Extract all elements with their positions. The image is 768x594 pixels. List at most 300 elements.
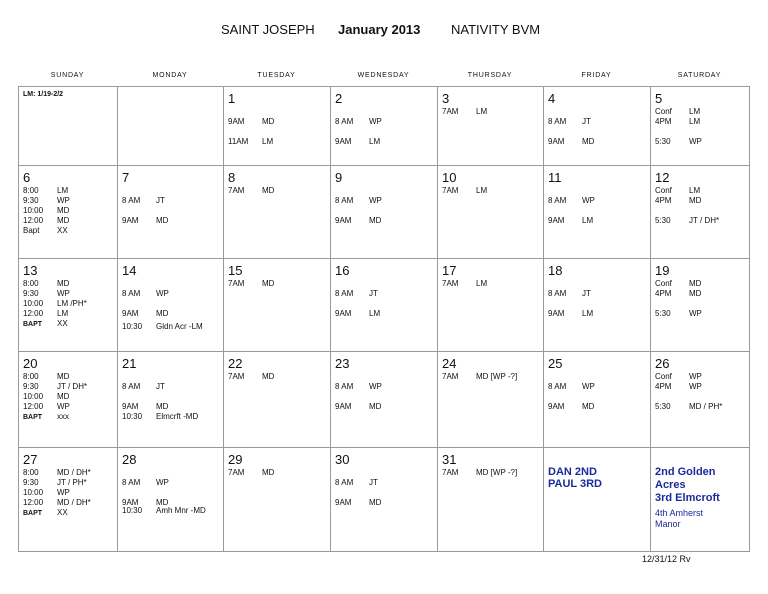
- celebrant: MD: [369, 216, 382, 225]
- day-cell: [651, 166, 750, 259]
- mass-time: 11AM: [228, 137, 249, 146]
- mass-time: 8 AM: [335, 117, 354, 126]
- mass-entry: [335, 196, 382, 206]
- celebrant: JT: [156, 382, 165, 391]
- day-number: 16: [335, 263, 350, 278]
- mass-time: 8:00: [23, 468, 39, 477]
- day-number: 18: [548, 263, 563, 278]
- mass-time: 9AM: [548, 402, 565, 411]
- day-cell: [224, 352, 331, 448]
- day-cell: [331, 259, 438, 352]
- mass-time: 8 AM: [122, 289, 141, 298]
- mass-entry: [655, 382, 702, 392]
- mass-entry: [228, 186, 274, 196]
- mass-entry: [335, 137, 380, 147]
- weekday-tuesday: TUESDAY: [257, 72, 296, 79]
- mass-time: 8:00: [23, 186, 39, 195]
- mass-entry: [122, 478, 169, 488]
- mass-entry: [655, 186, 700, 196]
- mass-entry: [335, 382, 382, 392]
- mass-time: 10:00: [23, 488, 44, 497]
- mass-entry: [23, 508, 68, 519]
- mass-time: 9AM: [548, 309, 565, 318]
- day-number: 5: [655, 91, 663, 106]
- mass-entry: [122, 402, 168, 412]
- day-cell: [19, 259, 118, 352]
- mass-entry: [122, 216, 168, 226]
- mass-time: 8 AM: [122, 478, 141, 487]
- mass-time: 8 AM: [548, 382, 567, 391]
- celebrant: LM: [369, 137, 381, 146]
- mass-time: 4PM: [655, 382, 672, 391]
- celebrant: WP: [689, 309, 702, 318]
- mass-entry: [228, 117, 274, 127]
- day-cell: [438, 87, 544, 166]
- celebrant: WP: [369, 117, 382, 126]
- celebrant: LM: [369, 309, 381, 318]
- celebrant: XX: [57, 226, 68, 235]
- week-row: [19, 352, 750, 448]
- day-cell: [224, 259, 331, 352]
- mass-time: Conf: [655, 186, 672, 195]
- mass-time: Conf: [655, 107, 672, 116]
- mass-time: 9AM: [335, 216, 352, 225]
- mass-entry: [335, 498, 381, 508]
- mass-entry: [548, 117, 591, 127]
- mass-entry: [228, 279, 274, 289]
- mass-entry: [335, 309, 380, 319]
- special-assignment: DAN 2ND: [548, 466, 597, 478]
- mass-entry: [655, 372, 702, 382]
- mass-entry: [122, 196, 165, 206]
- mass-entry: [655, 196, 701, 206]
- mass-entry: [122, 382, 165, 392]
- mass-entry: [655, 117, 700, 127]
- celebrant: MD [WP -?]: [476, 468, 518, 477]
- mass-entry: [23, 216, 69, 226]
- special-assignment: 3rd Elmcroft: [655, 492, 720, 504]
- mass-entry: [655, 137, 702, 147]
- celebrant: WP: [156, 289, 169, 298]
- parish-left: SAINT JOSEPH: [221, 22, 315, 37]
- revision-note: 12/31/12 Rv: [642, 554, 691, 564]
- special-assignment: 2nd Golden: [655, 466, 716, 478]
- weekday-header: [18, 72, 749, 86]
- day-cell: [118, 166, 224, 259]
- celebrant: MD: [156, 216, 169, 225]
- mass-entry: [23, 206, 69, 216]
- weekday-sunday: SUNDAY: [50, 72, 85, 79]
- mass-time: 12:00: [23, 402, 44, 411]
- celebrant: XX: [57, 508, 68, 517]
- mass-entry: [23, 289, 70, 299]
- mass-entry: [228, 137, 273, 147]
- celebrant: MD: [156, 309, 169, 318]
- celebrant: MD: [262, 117, 275, 126]
- day-number: 6: [23, 170, 31, 185]
- day-number: 29: [228, 452, 243, 467]
- mass-entry: [442, 107, 487, 117]
- mass-entry: [23, 478, 87, 488]
- day-cell: [19, 87, 118, 166]
- day-cell: [19, 166, 118, 259]
- celebrant: MD: [689, 196, 702, 205]
- day-cell: [331, 166, 438, 259]
- mass-time: 8 AM: [335, 478, 354, 487]
- week-row: [19, 166, 750, 259]
- celebrant: MD [WP -?]: [476, 372, 518, 381]
- special-assignment: Acres: [655, 479, 686, 491]
- mass-entry: [548, 309, 593, 319]
- mass-time: 10:00: [23, 299, 44, 308]
- mass-time: 7AM: [228, 186, 245, 195]
- day-cell: [19, 352, 118, 448]
- week-row: [19, 448, 750, 552]
- mass-entry: [335, 216, 381, 226]
- celebrant: JT: [369, 478, 378, 487]
- celebrant: XX: [57, 319, 68, 328]
- mass-time: 9:30: [23, 478, 39, 487]
- celebrant: LM: [262, 137, 274, 146]
- mass-time: 12:00: [23, 309, 44, 318]
- day-cell: [331, 448, 438, 552]
- mass-entry: [548, 289, 591, 299]
- weekday-saturday: SATURDAY: [677, 72, 722, 79]
- mass-time: 7AM: [228, 279, 245, 288]
- day-number: 11: [548, 170, 562, 185]
- mass-entry: [23, 196, 70, 206]
- mass-time: 9AM: [122, 498, 139, 507]
- month-title: January 2013: [338, 22, 421, 37]
- day-number: 21: [122, 356, 137, 371]
- mass-time: BAPT: [23, 321, 43, 328]
- celebrant: MD: [689, 289, 702, 298]
- celebrant: MD: [57, 372, 70, 381]
- celebrant: LM: [476, 279, 488, 288]
- celebrant: WP: [582, 196, 595, 205]
- day-cell: [118, 448, 224, 552]
- mass-entry: [122, 506, 206, 516]
- day-number: 12: [655, 170, 670, 185]
- mass-time: 9AM: [122, 402, 139, 411]
- day-cell: [224, 448, 331, 552]
- mass-time: 9AM: [548, 216, 565, 225]
- celebrant: MD: [262, 186, 275, 195]
- mass-time: 9:30: [23, 196, 39, 205]
- celebrant: WP: [689, 372, 702, 381]
- mass-time: BAPT: [23, 510, 43, 517]
- mass-time: Bapt: [23, 226, 40, 235]
- celebrant: WP: [582, 382, 595, 391]
- mass-entry: [442, 372, 517, 382]
- mass-time: 9AM: [335, 137, 352, 146]
- day-number: 23: [335, 356, 350, 371]
- mass-entry: [335, 402, 381, 412]
- celebrant: MD: [582, 402, 595, 411]
- weekday-monday: MONDAY: [152, 72, 188, 79]
- parish-right: NATIVITY BVM: [451, 22, 541, 37]
- mass-time: 9AM: [335, 309, 352, 318]
- celebrant: MD / DH*: [57, 468, 91, 477]
- mass-entry: [228, 372, 274, 382]
- day-cell: [544, 259, 651, 352]
- mass-entry: [122, 289, 169, 299]
- mass-time: 10:00: [23, 392, 44, 401]
- day-number: 14: [122, 263, 137, 278]
- day-number: 24: [442, 356, 457, 371]
- mass-entry: [23, 299, 87, 309]
- day-cell: [651, 87, 750, 166]
- day-number: 4: [548, 91, 556, 106]
- day-number: 7: [122, 170, 130, 185]
- weekday-thursday: THURSDAY: [467, 72, 513, 79]
- mass-time: 10:30: [122, 506, 143, 515]
- mass-entry: [548, 402, 594, 412]
- special-assignment: PAUL 3RD: [548, 478, 602, 490]
- celebrant: Elmcrft -MD: [156, 412, 199, 421]
- celebrant: xxx: [57, 412, 69, 421]
- celebrant: LM /PH*: [57, 299, 87, 308]
- mass-entry: [23, 402, 70, 412]
- mass-entry: [655, 107, 700, 117]
- celebrant: MD: [57, 206, 70, 215]
- mass-time: 4PM: [655, 289, 672, 298]
- schedule-note: LM: 1/19-2/2: [23, 91, 64, 98]
- mass-time: BAPT: [23, 414, 43, 421]
- mass-entry: [655, 309, 702, 319]
- mass-time: 8 AM: [122, 382, 141, 391]
- mass-time: 9AM: [335, 402, 352, 411]
- celebrant: MD: [262, 279, 275, 288]
- mass-time: 9AM: [335, 498, 352, 507]
- mass-entry: [548, 196, 595, 206]
- mass-entry: [548, 216, 593, 226]
- mass-time: Conf: [655, 372, 672, 381]
- mass-entry: [442, 186, 487, 196]
- mass-entry: [23, 392, 69, 402]
- mass-time: 7AM: [442, 279, 459, 288]
- mass-entry: [23, 186, 68, 196]
- mass-time: 8:00: [23, 279, 39, 288]
- celebrant: WP: [369, 382, 382, 391]
- celebrant: MD: [369, 402, 382, 411]
- mass-time: 8 AM: [335, 289, 354, 298]
- celebrant: LM: [582, 309, 594, 318]
- day-number: 26: [655, 356, 670, 371]
- celebrant: MD: [57, 216, 70, 225]
- mass-time: 5:30: [655, 309, 671, 318]
- day-cell: [118, 259, 224, 352]
- celebrant: Gldn Acr -LM: [156, 322, 203, 331]
- celebrant: WP: [57, 488, 70, 497]
- mass-time: 5:30: [655, 137, 671, 146]
- celebrant: Amh Mnr -MD: [156, 506, 206, 515]
- special-assignment: Manor: [655, 519, 681, 529]
- mass-time: 8 AM: [548, 196, 567, 205]
- day-cell: [438, 259, 544, 352]
- day-cell: [331, 352, 438, 448]
- mass-entry: [23, 488, 70, 498]
- day-cell: [651, 448, 750, 552]
- day-cell: [331, 87, 438, 166]
- celebrant: WP: [57, 196, 70, 205]
- celebrant: JT / DH*: [57, 382, 88, 391]
- week-row: [19, 259, 750, 352]
- calendar-header: [0, 22, 768, 42]
- mass-time: 7AM: [442, 107, 459, 116]
- mass-time: 9:30: [23, 289, 39, 298]
- calendar-grid: [18, 86, 750, 552]
- day-number: 19: [655, 263, 670, 278]
- mass-entry: [23, 468, 91, 478]
- day-number: 27: [23, 452, 38, 467]
- celebrant: LM: [582, 216, 594, 225]
- celebrant: WP: [689, 382, 702, 391]
- mass-entry: [335, 478, 378, 488]
- mass-time: 9AM: [548, 137, 565, 146]
- day-number: 20: [23, 356, 38, 371]
- celebrant: JT: [369, 289, 378, 298]
- mass-time: 4PM: [655, 196, 672, 205]
- mass-entry: [23, 372, 69, 382]
- mass-time: 10:00: [23, 206, 44, 215]
- day-number: 25: [548, 356, 563, 371]
- mass-time: Conf: [655, 279, 672, 288]
- celebrant: MD / DH*: [57, 498, 91, 507]
- celebrant: MD: [156, 402, 169, 411]
- weekday-wednesday: WEDNESDAY: [357, 72, 410, 79]
- day-cell: [224, 87, 331, 166]
- celebrant: LM: [476, 186, 488, 195]
- mass-entry: [548, 137, 594, 147]
- mass-entry: [655, 279, 701, 289]
- mass-entry: [442, 279, 487, 289]
- day-cell: [544, 448, 651, 552]
- celebrant: JT: [582, 117, 591, 126]
- celebrant: MD: [262, 372, 275, 381]
- mass-time: 8 AM: [335, 382, 354, 391]
- celebrant: MD / PH*: [689, 402, 723, 411]
- celebrant: WP: [57, 402, 70, 411]
- celebrant: MD: [689, 279, 702, 288]
- day-number: 1: [228, 91, 236, 106]
- week-row: [19, 87, 750, 166]
- mass-entry: [335, 289, 378, 299]
- mass-time: 8 AM: [335, 196, 354, 205]
- mass-time: 5:30: [655, 216, 671, 225]
- mass-entry: [23, 319, 68, 330]
- day-number: 13: [23, 263, 38, 278]
- mass-entry: [122, 412, 198, 422]
- mass-time: 8 AM: [548, 289, 567, 298]
- special-assignment: 4th Amherst: [655, 508, 704, 518]
- mass-time: 7AM: [442, 186, 459, 195]
- day-cell: [438, 166, 544, 259]
- mass-entry: [23, 279, 69, 289]
- day-cell: [651, 352, 750, 448]
- celebrant: MD: [369, 498, 382, 507]
- day-number: 8: [228, 170, 236, 185]
- day-cell: [438, 448, 544, 552]
- day-number: 22: [228, 356, 243, 371]
- day-cell: [544, 352, 651, 448]
- mass-entry: [655, 402, 722, 412]
- mass-entry: [23, 309, 68, 319]
- celebrant: WP: [369, 196, 382, 205]
- mass-entry: [335, 117, 382, 127]
- mass-entry: [122, 309, 168, 319]
- day-number: 9: [335, 170, 343, 185]
- day-cell: [438, 352, 544, 448]
- mass-entry: [23, 226, 68, 236]
- celebrant: WP: [689, 137, 702, 146]
- mass-entry: [548, 382, 595, 392]
- mass-entry: [228, 468, 274, 478]
- day-number: 3: [442, 91, 450, 106]
- celebrant: WP: [156, 478, 169, 487]
- day-number: 15: [228, 263, 243, 278]
- mass-entry: [23, 382, 87, 392]
- mass-entry: [122, 322, 203, 332]
- celebrant: LM: [689, 107, 701, 116]
- day-number: 30: [335, 452, 350, 467]
- mass-time: 10:30: [122, 412, 143, 421]
- celebrant: LM: [689, 186, 701, 195]
- mass-time: 8 AM: [548, 117, 567, 126]
- mass-entry: [655, 216, 719, 226]
- celebrant: JT: [156, 196, 165, 205]
- mass-entry: [23, 498, 91, 508]
- celebrant: MD: [262, 468, 275, 477]
- celebrant: LM: [57, 186, 69, 195]
- mass-time: 8 AM: [122, 196, 141, 205]
- day-cell: [118, 352, 224, 448]
- celebrant: LM: [57, 309, 69, 318]
- mass-time: 10:30: [122, 322, 143, 331]
- mass-time: 7AM: [442, 468, 459, 477]
- celebrant: MD: [57, 279, 70, 288]
- celebrant: MD: [57, 392, 70, 401]
- day-number: 2: [335, 91, 343, 106]
- day-number: 10: [442, 170, 457, 185]
- celebrant: JT / PH*: [57, 478, 87, 487]
- celebrant: MD: [156, 498, 169, 507]
- celebrant: LM: [689, 117, 701, 126]
- mass-entry: [655, 289, 701, 299]
- mass-time: 9:30: [23, 382, 39, 391]
- mass-time: 12:00: [23, 498, 44, 507]
- day-number: 28: [122, 452, 137, 467]
- celebrant: JT: [582, 289, 591, 298]
- mass-time: 4PM: [655, 117, 672, 126]
- weekday-friday: FRIDAY: [581, 72, 612, 79]
- mass-entry: [442, 468, 517, 478]
- celebrant: WP: [57, 289, 70, 298]
- day-cell: [224, 166, 331, 259]
- day-number: 17: [442, 263, 457, 278]
- celebrant: JT / DH*: [689, 216, 720, 225]
- day-cell: [651, 259, 750, 352]
- day-cell: [118, 87, 224, 166]
- day-number: 31: [442, 452, 457, 467]
- day-cell: [544, 87, 651, 166]
- mass-time: 7AM: [228, 468, 245, 477]
- celebrant: MD: [582, 137, 595, 146]
- mass-time: 9AM: [122, 309, 139, 318]
- mass-time: 8:00: [23, 372, 39, 381]
- celebrant: LM: [476, 107, 488, 116]
- mass-time: 7AM: [442, 372, 459, 381]
